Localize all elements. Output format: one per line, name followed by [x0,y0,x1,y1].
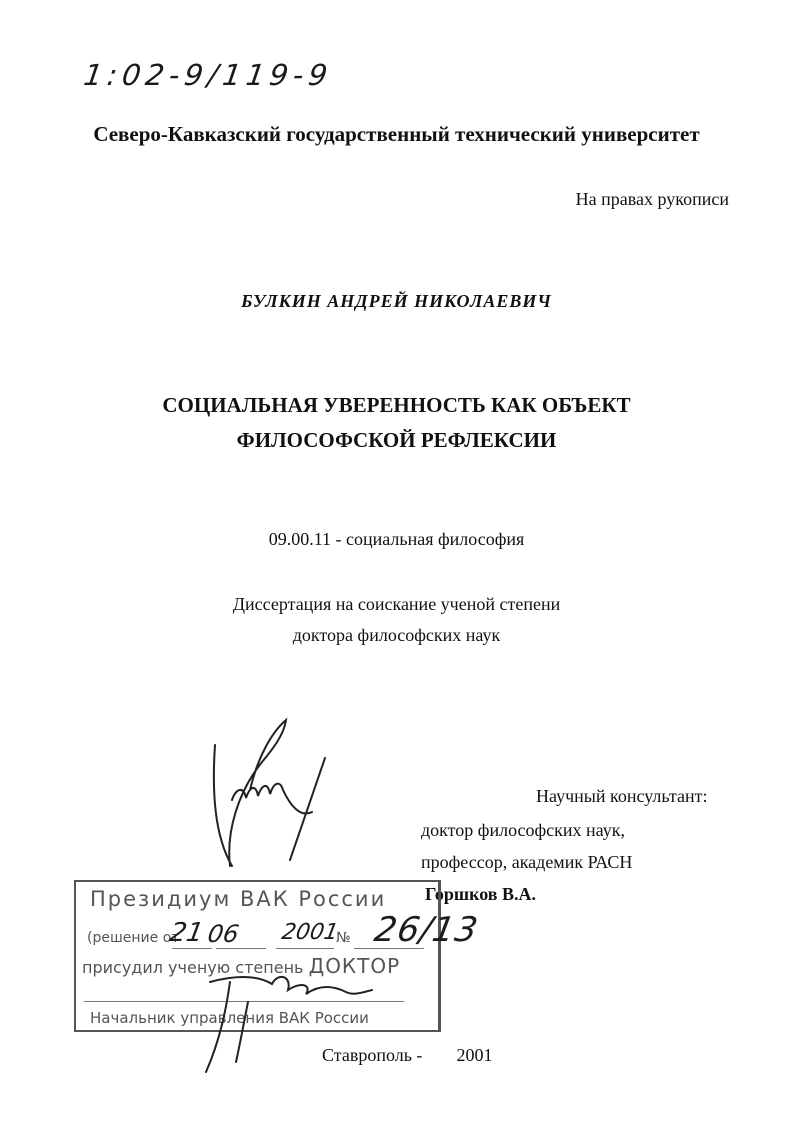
footer-city: Ставрополь - [322,1045,423,1065]
stamp-head-label: Начальник управления ВАК России [90,1009,369,1027]
signature-upper [214,720,325,866]
handwritten-decision-year: 2001 [279,920,341,945]
stamp-decision-label: (решение от [87,930,180,946]
stamp-awarded-label: присудил ученую степень [82,958,304,977]
stamp-number-label: № [336,930,351,946]
author-name: БУЛКИН АНДРЕЙ НИКОЛАЕВИЧ [241,291,552,311]
specialty-code: 09.00.11 - социальная философия [268,529,525,549]
footer-year: 2001 [456,1045,493,1065]
handwritten-decision-month: 06 [205,920,242,948]
handwritten-decision-day: 21 [167,918,206,948]
footer-city-year [322,1045,492,1066]
consultant-name: Горшков В.А. [425,884,536,904]
dissertation-title-line-2: ФИЛОСОФСКОЙ РЕФЛЕКСИИ [236,428,557,452]
consultant-label: Научный консультант: [536,786,708,806]
consultant-degree: доктор философских наук, [421,820,625,840]
archive-code: 1:02-9/119-9 [81,58,335,92]
stamp-degree-word: ДОКТОР [308,954,401,978]
consultant-title: профессор, академик РАСН [421,852,633,872]
manuscript-rights-note: На правах рукописи [575,189,729,209]
university-name: Северо-Кавказский государственный технический университет [93,122,700,146]
stamp-title: Президиум ВАК России [90,887,387,911]
degree-text-line-2: доктора философских наук [292,625,501,645]
dissertation-title-line-1: СОЦИАЛЬНАЯ УВЕРЕННОСТЬ КАК ОБЪЕКТ [162,393,631,417]
handwritten-decision-number: 26/13 [371,910,482,950]
degree-text-line-1: Диссертация на соискание ученой степени [232,594,561,614]
